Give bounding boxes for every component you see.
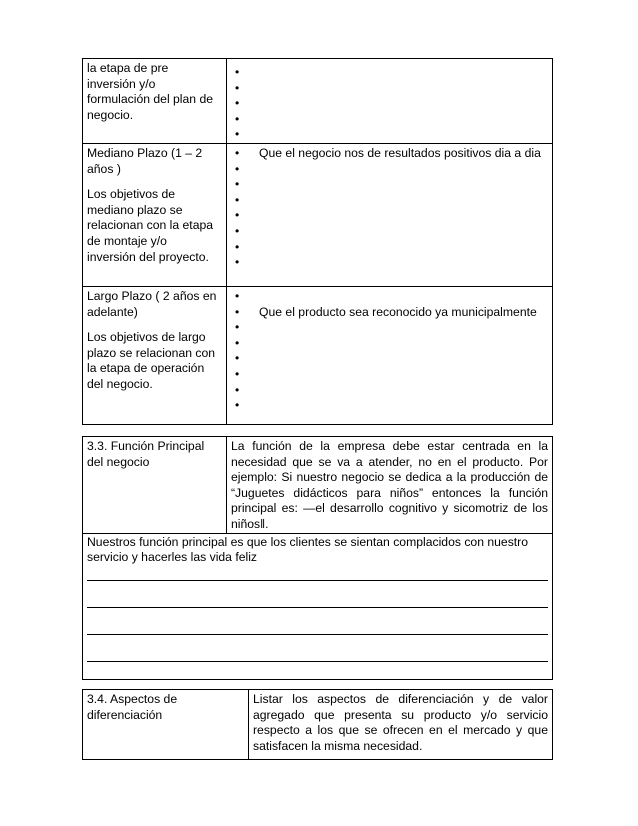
list-item	[231, 81, 548, 97]
section-description: Listar los aspectos de diferenciación y de valor agregado que presenta su producto y/o servicio respecto a los que se ofrecen en el mercado y que satisfacen la misma necesidad.	[253, 692, 548, 753]
row-bullets-cell	[227, 59, 553, 144]
row-desc-line: relacionan con la etapa	[87, 218, 214, 233]
row-label-line: formulación del plan de	[87, 92, 214, 107]
list-item	[231, 224, 548, 240]
objectives-table	[82, 58, 553, 425]
list-item	[231, 112, 548, 128]
list-item	[231, 289, 548, 305]
row-desc-line: la etapa de operación	[87, 361, 205, 376]
list-item	[231, 351, 548, 367]
row-label-cell	[83, 59, 227, 144]
writing-lines	[87, 566, 548, 662]
list-item	[231, 127, 548, 143]
answer-cell	[83, 533, 553, 679]
row-label-cell	[83, 286, 227, 424]
list-item	[231, 240, 548, 256]
row-desc-line: del negocio.	[87, 376, 153, 391]
row-label-line: Mediano Plazo (1 – 2	[87, 145, 203, 160]
table-row	[83, 533, 553, 679]
section-label: 3.4. Aspectos de diferenciación	[87, 692, 178, 722]
row-desc-line: de montaje y/o	[87, 233, 167, 248]
row-desc-line: mediano plazo se	[87, 202, 183, 217]
writing-line	[87, 608, 548, 635]
writing-line	[87, 581, 548, 608]
list-item: • Que el producto sea reconocido ya municipalmente	[231, 305, 548, 321]
table-row	[83, 59, 553, 144]
aspectos-diferenciacion-table	[82, 689, 553, 760]
section-label-cell	[83, 690, 249, 760]
table-row	[83, 143, 553, 286]
row-label-line: Largo Plazo ( 2 años en	[87, 288, 217, 303]
row-bullets-cell	[227, 143, 553, 286]
section-label-cell	[83, 437, 227, 534]
row-label-line: negocio.	[87, 107, 134, 122]
list-item	[231, 336, 548, 352]
list-item	[231, 383, 548, 399]
section-description: La función de la empresa debe estar centrada en la necesidad que se va a atender, no en el producto. Por ejemplo: Si nuestro negocio se dedica a la producción de “Juguetes didácticos para niños” entonces la función principal es: ―el desarrollo cognitivo y sicomotriz de los niñosǁ.	[231, 439, 548, 531]
row-bullets-cell	[227, 286, 553, 424]
list-item: • Que el negocio nos de resultados positivos dia a dia	[231, 146, 548, 162]
row-label-cell	[83, 143, 227, 286]
list-item	[231, 177, 548, 193]
bullet-list	[231, 65, 548, 143]
section-description-cell	[227, 437, 553, 534]
list-item	[231, 96, 548, 112]
row-desc-line: Los objetivos de	[87, 187, 176, 202]
answer-text: Nuestros función principal es que los clientes se sientan complacidos con nuestro servicio y hacerles las vida feliz	[87, 534, 529, 565]
list-item	[231, 65, 548, 81]
table-row	[83, 437, 553, 534]
table-row	[83, 286, 553, 424]
writing-line	[87, 635, 548, 662]
row-label-line: la etapa de pre	[87, 61, 169, 75]
section-label: 3.3. Función Principal del negocio	[87, 439, 205, 469]
list-item	[231, 255, 548, 271]
list-item	[231, 367, 548, 383]
row-desc-line: inversión del proyecto.	[87, 249, 209, 264]
table-row	[83, 690, 553, 760]
bullet-list	[231, 146, 548, 271]
list-item	[231, 320, 548, 336]
writing-line	[87, 566, 548, 581]
list-item	[231, 208, 548, 224]
bullet-list	[231, 289, 548, 414]
row-desc-line: Los objetivos de largo	[87, 330, 206, 345]
row-desc-line: plazo se relacionan con	[87, 345, 216, 360]
list-item	[231, 193, 548, 209]
row-label-line: inversión y/o	[87, 76, 156, 91]
list-item	[231, 398, 548, 414]
funcion-principal-table	[82, 436, 553, 680]
row-label-line: adelante)	[87, 304, 138, 319]
list-item	[231, 162, 548, 178]
section-description-cell	[249, 690, 553, 760]
row-label-line: años )	[87, 161, 121, 176]
